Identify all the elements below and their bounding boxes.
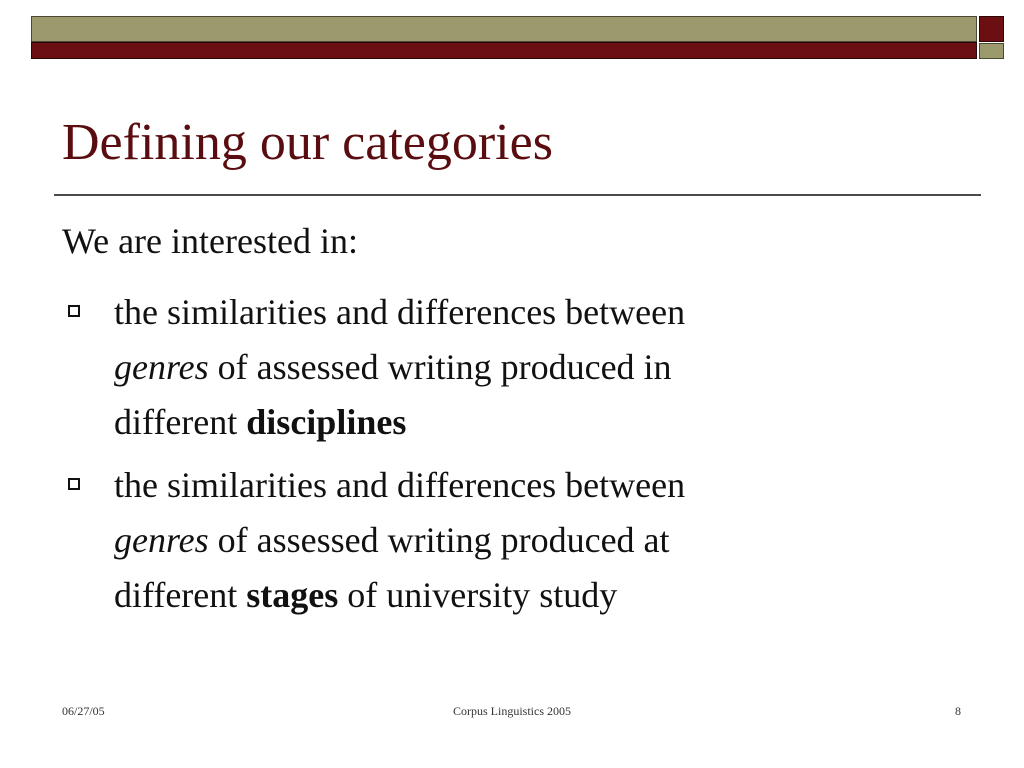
bullet-line — [114, 568, 685, 623]
bullet-line-text: different — [114, 575, 247, 615]
title-divider — [54, 194, 981, 196]
header-corner-maroon-square — [979, 16, 1004, 42]
intro-text: We are interested in: — [62, 221, 358, 261]
header-banner-maroon-bar — [31, 42, 977, 59]
bullet-line-text: of assessed writing produced at — [208, 520, 670, 560]
bullet-line — [114, 458, 685, 513]
emphasis-genres: genres — [114, 347, 209, 387]
emphasis-genres: genres — [114, 520, 209, 560]
footer-date: 06/27/05 — [62, 704, 105, 718]
slide-title: Defining our categories — [62, 114, 553, 171]
bullet-text — [114, 285, 685, 450]
strong-disciplines: disciplines — [246, 402, 407, 442]
bullet-line — [114, 340, 685, 395]
bullet-line — [114, 285, 685, 340]
bullet-line-text: the similarities and differences between — [114, 465, 686, 505]
footer-title: Corpus Linguistics 2005 — [452, 704, 571, 718]
header-banner-olive-bar — [31, 16, 977, 42]
bullet-text — [114, 458, 685, 623]
strong-stages: stages — [246, 575, 339, 615]
bullet-line — [114, 513, 685, 568]
hollow-square-bullet-icon — [68, 478, 80, 490]
header-corner-olive-square — [979, 43, 1004, 59]
bullet-line-text: of university study — [338, 575, 618, 615]
bullet-line-text: of assessed writing produced in — [208, 347, 672, 387]
bullet-line — [114, 395, 685, 450]
page-number: 8 — [955, 704, 961, 718]
hollow-square-bullet-icon — [68, 305, 80, 317]
bullet-line-text: different — [114, 402, 247, 442]
bullet-line-text: the similarities and differences between — [114, 292, 686, 332]
